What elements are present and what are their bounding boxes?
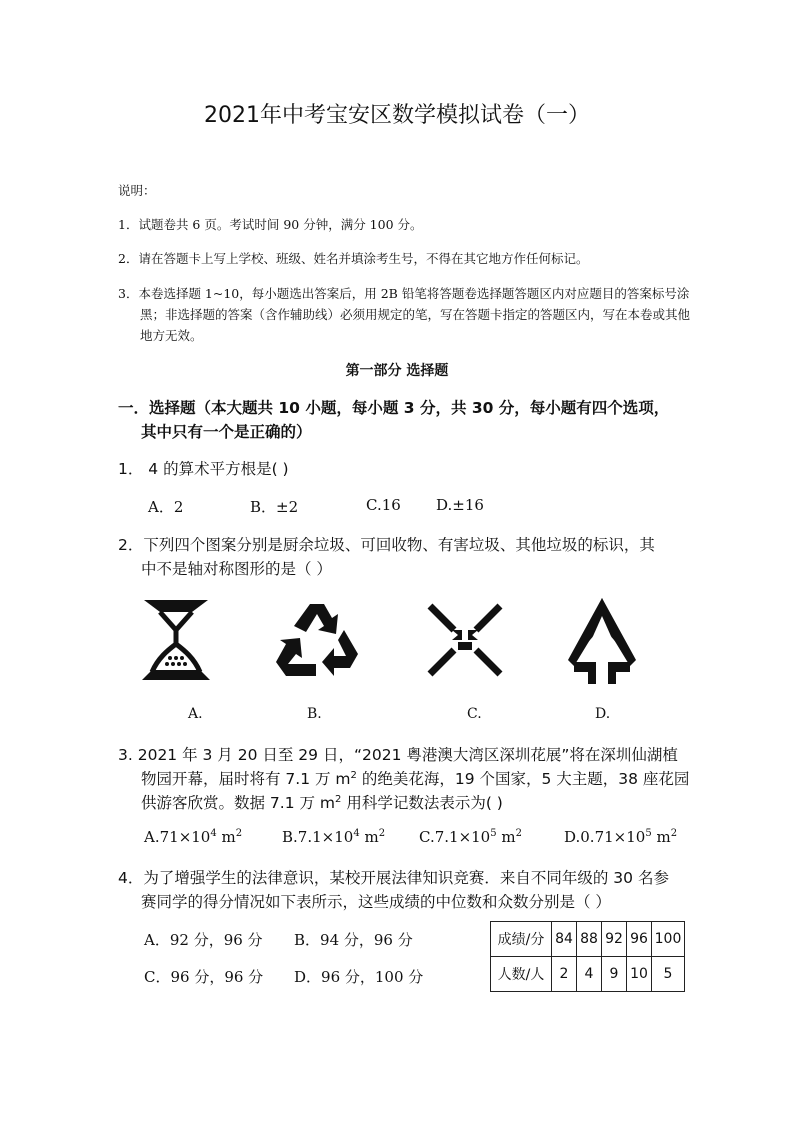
table-cell: 10 <box>627 957 652 992</box>
question-3-stem-cont: 物园开幕，届时将有 7.1 万 $m^2$ 的绝美花海，19 个国家，5 大主题，38 座花园 <box>141 769 690 788</box>
table-cell: 4 <box>577 957 602 992</box>
q1-option-c: C.16 <box>366 496 401 514</box>
q3-option-c: $C.7.1\times 10^5$ $m^2$ <box>419 828 522 846</box>
q4-option-c: C．96 分，96 分 <box>144 968 264 986</box>
q1-option-a: A．2 <box>148 498 184 516</box>
table-cell: 88 <box>577 922 602 957</box>
q1-option-d: D.±16 <box>436 496 484 514</box>
table-cell: 9 <box>602 957 627 992</box>
table-row <box>491 922 685 957</box>
table-cell: 100 <box>652 922 685 957</box>
q2-label-d: D. <box>595 706 611 722</box>
table-cell: 84 <box>552 922 577 957</box>
q2-label-b: B. <box>307 706 322 722</box>
table-cell: 5 <box>652 957 685 992</box>
instruction-item: 3．本卷选择题 1~10，每小题选出答案后，用 2B 铅笔将答题卷选择题答题区内对应题目的答案标号涂黑；非选择题的答案（含作辅助线）必须用规定的笔，写在答题卡指定的答题区内，写在本卷或其他地方无效。 <box>118 286 691 343</box>
q4-option-d: D．96 分，100 分 <box>294 968 424 986</box>
q3-option-d: $D.0.71\times 10^5$ $m^2$ <box>564 828 678 846</box>
instruction-item: 2．请在答题卡上写上学校、班级、姓名并填涂考生号，不得在其它地方作任何标记。 <box>118 251 589 266</box>
hazardous-waste-icon <box>424 600 506 680</box>
q3-option-a: $A.71\times 10^4$ $m^2$ <box>144 828 243 846</box>
recycle-icon <box>272 600 362 680</box>
table-row <box>491 957 685 992</box>
part-title: 第一部分 选择题 <box>345 363 449 379</box>
table-cell: 96 <box>627 922 652 957</box>
question-2-stem: 2．下列四个图案分别是厨余垃圾、可回收物、有害垃圾、其他垃圾的标识，其 <box>118 536 655 554</box>
instruction-item: 1．试题卷共 6 页。考试时间 90 分钟，满分 100 分。 <box>118 217 423 232</box>
instructions-heading: 说明： <box>118 183 156 198</box>
question-3-stem-cont: 供游客欣赏。数据 7.1 万 $m^2$ 用科学记数法表示为( ) <box>141 793 503 812</box>
score-table <box>490 921 685 992</box>
question-3-stem: 3. 2021 年 3 月 20 日至 29 日，“2021 粤港澳大湾区深圳花展”将在深圳仙湖植 <box>118 746 678 764</box>
q2-label-c: C. <box>467 706 482 722</box>
other-waste-icon <box>564 596 640 686</box>
question-4-stem: 4．为了增强学生的法律意识，某校开展法律知识竞赛．来自不同年级的 30 名参 <box>118 869 669 887</box>
question-1-stem: 1． 4 的算术平方根是( ) <box>118 460 289 478</box>
page-title: 2021年中考宝安区数学模拟试卷（一） <box>204 103 590 128</box>
q2-label-a: A. <box>188 706 203 722</box>
table-cell: 2 <box>552 957 577 992</box>
kitchen-waste-icon <box>140 598 212 682</box>
q1-option-b: B．±2 <box>250 498 299 516</box>
table-cell: 成绩/分 <box>491 922 552 957</box>
table-cell: 92 <box>602 922 627 957</box>
q3-option-b: $B.7.1\times 10^4$ $m^2$ <box>282 828 386 846</box>
section-heading-cont: 其中只有一个是正确的） <box>141 423 312 441</box>
table-cell: 人数/人 <box>491 957 552 992</box>
question-4-stem-cont: 赛同学的得分情况如下表所示，这些成绩的中位数和众数分别是（ ） <box>141 893 611 911</box>
question-2-stem-cont: 中不是轴对称图形的是（ ） <box>141 560 332 578</box>
q4-option-a: A．92 分，96 分 <box>144 931 263 949</box>
section-heading: 一．选择题（本大题共 10 小题，每小题 3 分，共 30 分，每小题有四个选项， <box>118 399 670 417</box>
q4-option-b: B．94 分，96 分 <box>294 931 413 949</box>
